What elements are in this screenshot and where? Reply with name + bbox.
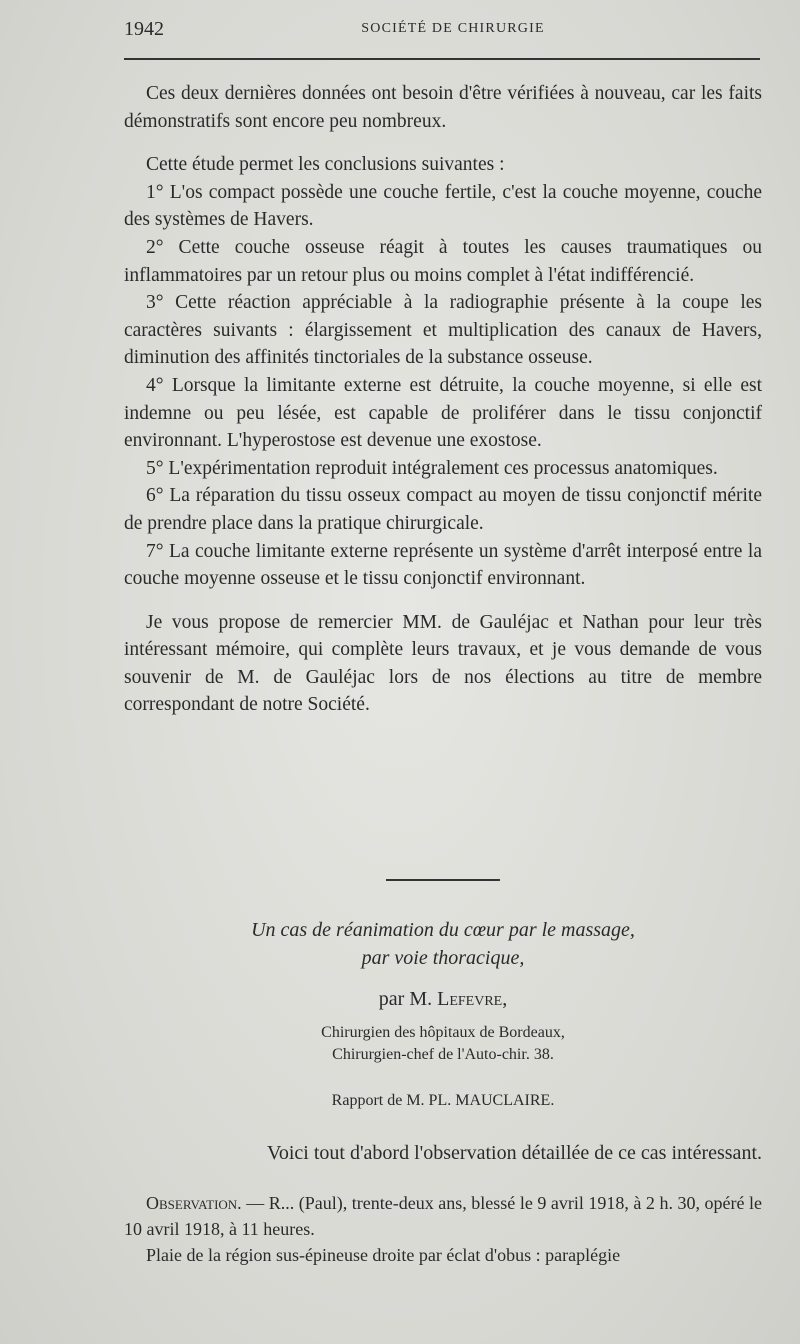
affiliation-line: Chirurgien des hôpitaux de Bordeaux, [321, 1024, 565, 1041]
observation-paragraph [124, 1190, 762, 1242]
page-number: 1942 [124, 18, 164, 40]
author-name: Lefevre, [437, 988, 508, 1010]
conclusion-item: 7° La couche limitante externe représente un système d'arrêt interposé entre la couche moyenne osseuse et le tissu conjonctif environnant. [124, 540, 762, 590]
author-line [124, 988, 762, 1011]
conclusion-item: 4° Lorsque la limitante externe est détruite, la couche moyenne, si elle est indemne ou peu lésée, est capable de proliférer dans le tissu conjonctif environnant. L'hyperostose est devenue une exostose. [124, 374, 762, 452]
author-prefix: par M. [378, 988, 433, 1010]
conclusion-item: 5° L'expérimentation reproduit intégralement ces processus anatomiques. [146, 457, 718, 479]
section-separator [386, 879, 500, 881]
article-title [124, 916, 762, 972]
conclusion-item: 3° Cette réaction appréciable à la radiographie présente à la coupe les caractères suivants : élargissement et multiplication des canaux de Havers, diminution des affinités tinctoriales de la substance osseuse. [124, 292, 762, 369]
article-title-line: Un cas de réanimation du cœur par le massage, [251, 919, 635, 941]
conclusion-item: 1° L'os compact possède une couche fertile, c'est la couche moyenne, couche des systèmes de Havers. [124, 181, 762, 231]
observation-paragraph: Plaie de la région sus-épineuse droite par éclat d'obus : paraplégie [146, 1245, 621, 1265]
observation-label: Observation. [146, 1193, 242, 1213]
observation-text: — R... (Paul), trente-deux ans, blessé le 9 avril 1918, à 2 h. 30, opéré le 10 avril 1918, à 11 heures. [124, 1193, 762, 1239]
page-header [124, 18, 762, 44]
paragraph: Cette étude permet les conclusions suivantes : [146, 154, 505, 176]
intro-sentence: Voici tout d'abord l'observation détaillée de ce cas intéressant. [266, 1142, 762, 1164]
paragraph: Ces deux dernières données ont besoin d'être vérifiées à nouveau, car les faits démonstratifs sont encore peu nombreux. [124, 83, 762, 132]
running-title: SOCIÉTÉ DE CHIRURGIE [361, 21, 545, 36]
conclusion-item: 6° La réparation du tissu osseux compact au moyen de tissu conjonctif mérite de prendre place dans la pratique chirurgicale. [124, 485, 762, 534]
rapport-line: Rapport de M. PL. MAUCLAIRE. [331, 1092, 555, 1109]
header-rule [124, 58, 760, 60]
observation [124, 1190, 762, 1268]
affiliation [124, 1022, 762, 1066]
affiliation-line: Chirurgien-chef de l'Auto-chir. 38. [332, 1046, 554, 1063]
article-title-line: par voie thoracique, [361, 947, 525, 969]
conclusion-item: 2° Cette couche osseuse réagit à toutes les causes traumatiques ou inflammatoires par un retour plus ou moins complet à l'état indifférencié. [124, 236, 762, 286]
report-body [124, 80, 762, 719]
paragraph: Je vous propose de remercier MM. de Gauléjac et Nathan pour leur très intéressant mémoire, qui complète leurs travaux, et je vous demande de vous souvenir de M. de Gauléjac lors de nos élections au titre de membre correspondant de notre Société. [124, 611, 762, 716]
